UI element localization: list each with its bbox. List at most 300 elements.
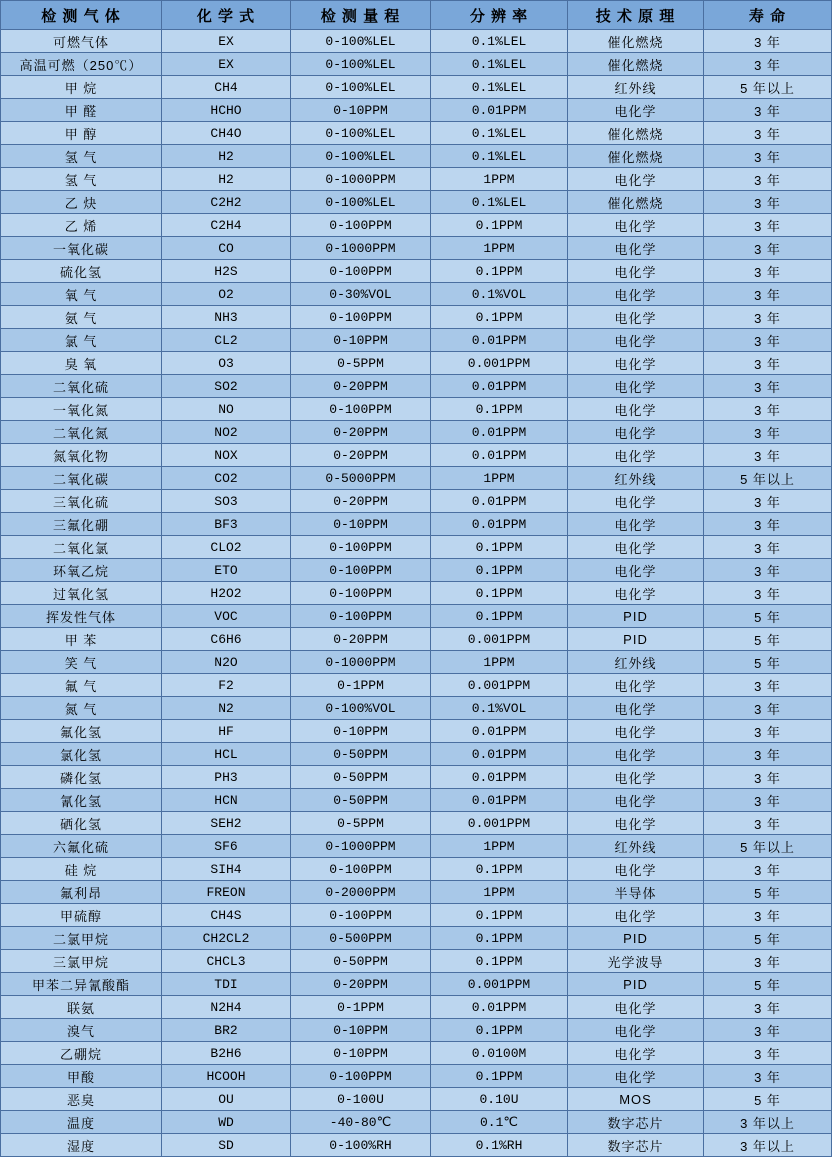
cell-chemical-formula: H2 [162,145,291,168]
cell-lifetime: 3 年以上 [704,1134,832,1157]
cell-resolution: 0.1%RH [431,1134,568,1157]
cell-technology: 催化燃烧 [568,122,704,145]
cell-chemical-formula: CH4 [162,76,291,99]
cell-chemical-formula: PH3 [162,766,291,789]
cell-detection-range: 0-100PPM [291,559,431,582]
cell-resolution: 0.1PPM [431,605,568,628]
cell-technology: PID [568,605,704,628]
cell-detection-range: 0-500PPM [291,927,431,950]
cell-resolution: 1PPM [431,881,568,904]
cell-gas-name: 甲硫醇 [1,904,162,927]
column-header-chemical-formula: 化 学 式 [162,1,291,30]
table-row [1,76,832,99]
cell-lifetime: 3 年 [704,444,832,467]
cell-detection-range: 0-100PPM [291,582,431,605]
cell-technology: MOS [568,1088,704,1111]
cell-lifetime: 5 年 [704,651,832,674]
cell-lifetime: 3 年 [704,996,832,1019]
cell-chemical-formula: BR2 [162,1019,291,1042]
cell-chemical-formula: CL2 [162,329,291,352]
cell-chemical-formula: H2 [162,168,291,191]
cell-gas-name: 氢 气 [1,145,162,168]
cell-gas-name: 氯化氢 [1,743,162,766]
cell-detection-range: 0-5PPM [291,352,431,375]
cell-gas-name: 三氧化硫 [1,490,162,513]
cell-resolution: 0.1%LEL [431,30,568,53]
cell-technology: 电化学 [568,812,704,835]
cell-lifetime: 3 年 [704,30,832,53]
cell-technology: 电化学 [568,329,704,352]
cell-lifetime: 3 年 [704,191,832,214]
cell-detection-range: 0-100%RH [291,1134,431,1157]
table-row [1,904,832,927]
cell-chemical-formula: SO2 [162,375,291,398]
cell-lifetime: 3 年 [704,99,832,122]
cell-gas-name: 笑 气 [1,651,162,674]
cell-lifetime: 3 年以上 [704,1111,832,1134]
table-row [1,168,832,191]
column-header-lifetime: 寿 命 [704,1,832,30]
cell-technology: 催化燃烧 [568,145,704,168]
cell-gas-name: 二氧化碳 [1,467,162,490]
cell-gas-name: 六氟化硫 [1,835,162,858]
cell-detection-range: 0-100PPM [291,1065,431,1088]
cell-resolution: 0.1PPM [431,306,568,329]
cell-detection-range: 0-50PPM [291,789,431,812]
cell-chemical-formula: C2H4 [162,214,291,237]
cell-gas-name: 甲苯二异氰酸酯 [1,973,162,996]
cell-lifetime: 3 年 [704,513,832,536]
cell-resolution: 0.1℃ [431,1111,568,1134]
table-row [1,145,832,168]
cell-gas-name: 二氧化氮 [1,421,162,444]
cell-detection-range: 0-5PPM [291,812,431,835]
cell-chemical-formula: HCL [162,743,291,766]
cell-detection-range: 0-10PPM [291,1042,431,1065]
cell-gas-name: 过氧化氢 [1,582,162,605]
cell-detection-range: 0-30%VOL [291,283,431,306]
cell-technology: 红外线 [568,651,704,674]
cell-resolution: 0.1%LEL [431,122,568,145]
cell-chemical-formula: EX [162,30,291,53]
table-row [1,53,832,76]
cell-gas-name: 氟化氢 [1,720,162,743]
cell-chemical-formula: C2H2 [162,191,291,214]
header-row [1,1,832,30]
cell-resolution: 0.01PPM [431,421,568,444]
cell-technology: 电化学 [568,99,704,122]
cell-lifetime: 3 年 [704,1065,832,1088]
table-row [1,329,832,352]
cell-resolution: 0.1PPM [431,904,568,927]
cell-detection-range: 0-1PPM [291,674,431,697]
cell-lifetime: 3 年 [704,674,832,697]
cell-technology: 电化学 [568,490,704,513]
cell-lifetime: 3 年 [704,122,832,145]
cell-lifetime: 3 年 [704,697,832,720]
cell-lifetime: 5 年 [704,628,832,651]
cell-resolution: 0.0100M [431,1042,568,1065]
cell-gas-name: 二氧化硫 [1,375,162,398]
cell-gas-name: 氰化氢 [1,789,162,812]
table-row [1,950,832,973]
cell-lifetime: 5 年 [704,605,832,628]
cell-resolution: 0.001PPM [431,812,568,835]
table-row [1,513,832,536]
cell-chemical-formula: EX [162,53,291,76]
cell-technology: 催化燃烧 [568,53,704,76]
cell-lifetime: 3 年 [704,582,832,605]
cell-technology: 电化学 [568,421,704,444]
cell-resolution: 0.001PPM [431,973,568,996]
cell-resolution: 0.001PPM [431,352,568,375]
cell-detection-range: 0-100PPM [291,260,431,283]
cell-chemical-formula: H2S [162,260,291,283]
cell-gas-name: 联氨 [1,996,162,1019]
cell-resolution: 0.01PPM [431,996,568,1019]
cell-gas-name: 甲 苯 [1,628,162,651]
cell-technology: 电化学 [568,996,704,1019]
cell-chemical-formula: N2H4 [162,996,291,1019]
cell-lifetime: 3 年 [704,53,832,76]
cell-gas-name: 湿度 [1,1134,162,1157]
table-row [1,398,832,421]
cell-technology: PID [568,973,704,996]
cell-detection-range: 0-100%LEL [291,76,431,99]
cell-lifetime: 3 年 [704,904,832,927]
cell-lifetime: 3 年 [704,352,832,375]
cell-resolution: 0.1PPM [431,1019,568,1042]
cell-resolution: 0.10U [431,1088,568,1111]
cell-lifetime: 3 年 [704,536,832,559]
cell-resolution: 0.1PPM [431,582,568,605]
cell-detection-range: 0-10PPM [291,720,431,743]
cell-resolution: 0.1PPM [431,214,568,237]
cell-gas-name: 高温可燃（250℃） [1,53,162,76]
cell-chemical-formula: HCN [162,789,291,812]
cell-lifetime: 3 年 [704,812,832,835]
cell-lifetime: 5 年 [704,1088,832,1111]
cell-chemical-formula: HCHO [162,99,291,122]
cell-resolution: 0.1PPM [431,260,568,283]
cell-detection-range: 0-100%VOL [291,697,431,720]
cell-detection-range: 0-1000PPM [291,651,431,674]
cell-technology: 电化学 [568,858,704,881]
cell-gas-name: 乙 烯 [1,214,162,237]
cell-chemical-formula: C6H6 [162,628,291,651]
cell-resolution: 0.1PPM [431,398,568,421]
cell-technology: 光学波导 [568,950,704,973]
cell-lifetime: 3 年 [704,168,832,191]
cell-lifetime: 3 年 [704,490,832,513]
table-header [1,1,832,30]
cell-detection-range: 0-10PPM [291,1019,431,1042]
cell-chemical-formula: CHCL3 [162,950,291,973]
cell-chemical-formula: CO2 [162,467,291,490]
cell-chemical-formula: VOC [162,605,291,628]
cell-resolution: 0.01PPM [431,743,568,766]
cell-lifetime: 3 年 [704,283,832,306]
cell-technology: 电化学 [568,260,704,283]
column-header-detection-range: 检 测 量 程 [291,1,431,30]
cell-chemical-formula: SO3 [162,490,291,513]
cell-detection-range: 0-20PPM [291,444,431,467]
cell-detection-range: 0-100%LEL [291,122,431,145]
cell-chemical-formula: ETO [162,559,291,582]
cell-technology: 红外线 [568,835,704,858]
cell-technology: 电化学 [568,283,704,306]
cell-technology: 电化学 [568,559,704,582]
table-row [1,490,832,513]
cell-technology: 电化学 [568,214,704,237]
table-row [1,191,832,214]
cell-chemical-formula: NO [162,398,291,421]
cell-gas-name: 乙 炔 [1,191,162,214]
cell-resolution: 1PPM [431,835,568,858]
cell-technology: 电化学 [568,513,704,536]
cell-lifetime: 5 年以上 [704,76,832,99]
cell-detection-range: 0-10PPM [291,329,431,352]
cell-technology: 电化学 [568,743,704,766]
cell-chemical-formula: SD [162,1134,291,1157]
cell-detection-range: 0-50PPM [291,950,431,973]
column-header-resolution: 分 辨 率 [431,1,568,30]
cell-technology: 电化学 [568,1065,704,1088]
table-row [1,283,832,306]
cell-detection-range: 0-2000PPM [291,881,431,904]
cell-gas-name: 硒化氢 [1,812,162,835]
cell-gas-name: 氮 气 [1,697,162,720]
table-row [1,789,832,812]
table-row [1,674,832,697]
table-body [1,30,832,1157]
table-row [1,421,832,444]
table-row [1,1134,832,1157]
cell-lifetime: 3 年 [704,789,832,812]
cell-detection-range: 0-1000PPM [291,835,431,858]
cell-detection-range: 0-20PPM [291,628,431,651]
cell-detection-range: 0-100PPM [291,536,431,559]
cell-detection-range: -40-80℃ [291,1111,431,1134]
table-row [1,352,832,375]
cell-lifetime: 3 年 [704,1019,832,1042]
cell-gas-name: 甲 醛 [1,99,162,122]
table-row [1,30,832,53]
cell-detection-range: 0-10PPM [291,513,431,536]
table-row [1,559,832,582]
column-header-technology: 技 术 原 理 [568,1,704,30]
cell-technology: 催化燃烧 [568,30,704,53]
cell-resolution: 0.001PPM [431,628,568,651]
table-row [1,927,832,950]
cell-chemical-formula: CH2CL2 [162,927,291,950]
cell-detection-range: 0-20PPM [291,421,431,444]
table-row [1,582,832,605]
cell-chemical-formula: SIH4 [162,858,291,881]
cell-gas-name: 温度 [1,1111,162,1134]
cell-gas-name: 氟利昂 [1,881,162,904]
cell-technology: 红外线 [568,467,704,490]
cell-chemical-formula: HF [162,720,291,743]
cell-chemical-formula: OU [162,1088,291,1111]
cell-technology: 电化学 [568,1019,704,1042]
cell-resolution: 1PPM [431,168,568,191]
cell-technology: 电化学 [568,536,704,559]
table-row [1,858,832,881]
table-row [1,237,832,260]
cell-detection-range: 0-100PPM [291,214,431,237]
cell-resolution: 0.1PPM [431,1065,568,1088]
cell-technology: 电化学 [568,904,704,927]
cell-lifetime: 3 年 [704,398,832,421]
cell-resolution: 0.1%LEL [431,53,568,76]
cell-gas-name: 甲 醇 [1,122,162,145]
table-row [1,697,832,720]
cell-gas-name: 可燃气体 [1,30,162,53]
cell-gas-name: 一氧化氮 [1,398,162,421]
cell-resolution: 0.01PPM [431,789,568,812]
cell-lifetime: 3 年 [704,329,832,352]
cell-resolution: 1PPM [431,467,568,490]
cell-technology: 电化学 [568,237,704,260]
cell-technology: 电化学 [568,444,704,467]
cell-lifetime: 3 年 [704,421,832,444]
cell-lifetime: 3 年 [704,950,832,973]
cell-resolution: 0.01PPM [431,375,568,398]
cell-gas-name: 二氧化氯 [1,536,162,559]
cell-lifetime: 3 年 [704,214,832,237]
cell-gas-name: 环氧乙烷 [1,559,162,582]
cell-resolution: 0.01PPM [431,444,568,467]
table-row [1,835,832,858]
column-header-gas-name: 检 测 气 体 [1,1,162,30]
cell-resolution: 0.1%LEL [431,76,568,99]
cell-detection-range: 0-10PPM [291,99,431,122]
cell-lifetime: 3 年 [704,145,832,168]
cell-chemical-formula: TDI [162,973,291,996]
cell-technology: 电化学 [568,720,704,743]
cell-technology: 电化学 [568,306,704,329]
cell-technology: 电化学 [568,582,704,605]
table-row [1,536,832,559]
cell-detection-range: 0-1PPM [291,996,431,1019]
cell-gas-name: 氟 气 [1,674,162,697]
cell-technology: 电化学 [568,375,704,398]
table-row [1,444,832,467]
cell-lifetime: 3 年 [704,559,832,582]
table-row [1,467,832,490]
cell-detection-range: 0-100PPM [291,605,431,628]
cell-gas-name: 磷化氢 [1,766,162,789]
cell-gas-name: 氯 气 [1,329,162,352]
cell-lifetime: 3 年 [704,306,832,329]
cell-gas-name: 臭 氧 [1,352,162,375]
cell-detection-range: 0-100%LEL [291,145,431,168]
table-row [1,743,832,766]
cell-chemical-formula: O2 [162,283,291,306]
table-row [1,375,832,398]
table-row [1,605,832,628]
cell-resolution: 0.1%VOL [431,697,568,720]
cell-detection-range: 0-100%LEL [291,191,431,214]
cell-gas-name: 乙硼烷 [1,1042,162,1065]
table-row [1,1019,832,1042]
cell-detection-range: 0-100PPM [291,398,431,421]
cell-technology: 电化学 [568,766,704,789]
cell-chemical-formula: HCOOH [162,1065,291,1088]
cell-lifetime: 3 年 [704,1042,832,1065]
cell-chemical-formula: H2O2 [162,582,291,605]
cell-resolution: 0.01PPM [431,766,568,789]
cell-chemical-formula: WD [162,1111,291,1134]
cell-lifetime: 3 年 [704,237,832,260]
cell-resolution: 0.1PPM [431,536,568,559]
cell-resolution: 0.1PPM [431,559,568,582]
cell-detection-range: 0-1000PPM [291,168,431,191]
cell-resolution: 0.01PPM [431,329,568,352]
cell-technology: 电化学 [568,1042,704,1065]
cell-gas-name: 三氟化硼 [1,513,162,536]
cell-gas-name: 一氧化碳 [1,237,162,260]
cell-gas-name: 恶臭 [1,1088,162,1111]
cell-gas-name: 氧 气 [1,283,162,306]
cell-lifetime: 3 年 [704,260,832,283]
cell-chemical-formula: FREON [162,881,291,904]
cell-gas-name: 硫化氢 [1,260,162,283]
cell-gas-name: 甲酸 [1,1065,162,1088]
table-row [1,1065,832,1088]
cell-detection-range: 0-50PPM [291,766,431,789]
cell-gas-name: 氮氧化物 [1,444,162,467]
table-row [1,628,832,651]
table-row [1,1042,832,1065]
cell-detection-range: 0-1000PPM [291,237,431,260]
cell-technology: 电化学 [568,674,704,697]
cell-gas-name: 氢 气 [1,168,162,191]
cell-technology: 红外线 [568,76,704,99]
table-row [1,99,832,122]
cell-chemical-formula: SEH2 [162,812,291,835]
cell-gas-name: 二氯甲烷 [1,927,162,950]
cell-chemical-formula: NH3 [162,306,291,329]
cell-chemical-formula: CO [162,237,291,260]
cell-resolution: 0.01PPM [431,99,568,122]
cell-detection-range: 0-50PPM [291,743,431,766]
cell-detection-range: 0-20PPM [291,490,431,513]
cell-lifetime: 5 年 [704,973,832,996]
cell-resolution: 0.01PPM [431,490,568,513]
cell-lifetime: 3 年 [704,375,832,398]
table-row [1,651,832,674]
cell-resolution: 1PPM [431,237,568,260]
cell-chemical-formula: B2H6 [162,1042,291,1065]
cell-resolution: 0.1PPM [431,858,568,881]
cell-chemical-formula: O3 [162,352,291,375]
table-row [1,766,832,789]
table-row [1,1088,832,1111]
cell-chemical-formula: SF6 [162,835,291,858]
cell-lifetime: 5 年以上 [704,835,832,858]
cell-gas-name: 溴气 [1,1019,162,1042]
cell-technology: 电化学 [568,398,704,421]
cell-technology: 数字芯片 [568,1134,704,1157]
cell-resolution: 1PPM [431,651,568,674]
cell-detection-range: 0-20PPM [291,375,431,398]
cell-technology: 电化学 [568,697,704,720]
cell-gas-name: 挥发性气体 [1,605,162,628]
table-row [1,973,832,996]
cell-technology: 电化学 [568,352,704,375]
